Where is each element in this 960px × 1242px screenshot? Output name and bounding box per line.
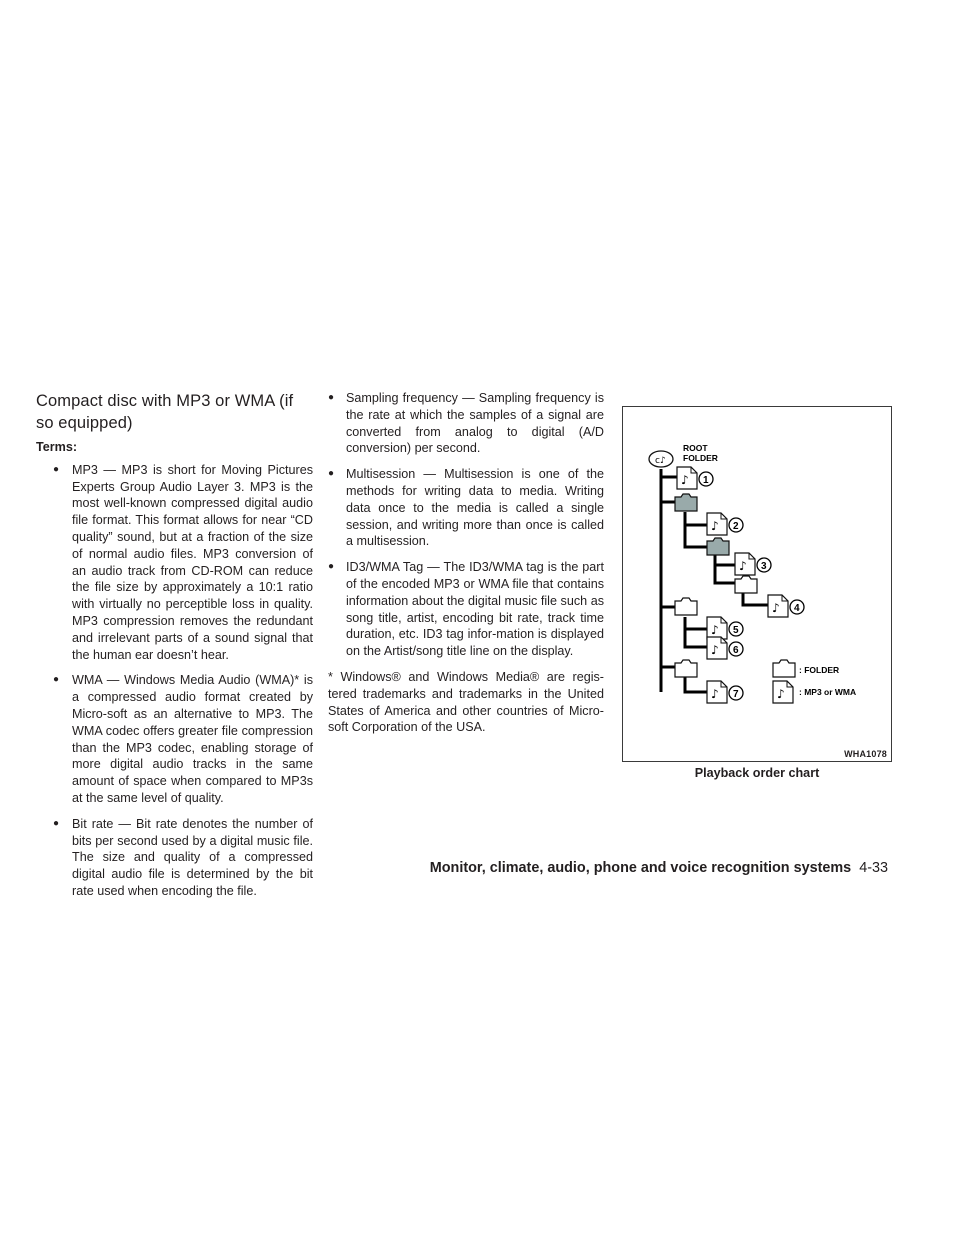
root-label-line-2: FOLDER <box>683 453 718 463</box>
chapter-title: Monitor, climate, audio, phone and voice recognition systems <box>429 860 852 876</box>
branch-line <box>685 677 707 692</box>
page-number: 4-33 <box>859 860 888 876</box>
track-number-2: 2 <box>733 521 739 532</box>
bullet-icon: ● <box>53 817 60 829</box>
section-title-line-1: Compact disc with MP3 or WMA (if <box>36 392 294 410</box>
term-id3-wma-tag: ID3/WMA Tag — The ID3/WMA tag is the part of the encoded MP3 or WMA file that contains information about the digital music file such as song title, artist, encoding bit rate, track time duration, etc. ID3 tag infor-mation is displayed on the Artist/song title line on the display. <box>346 560 604 659</box>
terms-heading: Terms: <box>36 440 78 454</box>
file-icon <box>768 595 788 617</box>
file-icon <box>735 553 755 575</box>
folder-icon <box>675 598 697 615</box>
track-number-4: 4 <box>794 603 800 614</box>
track-number-7: 7 <box>733 689 739 700</box>
list-item <box>328 466 604 550</box>
track-number-5: 5 <box>733 625 739 636</box>
bullet-icon: ● <box>328 561 335 573</box>
list-item <box>328 559 604 660</box>
list-item <box>36 672 313 806</box>
track-number-1: 1 <box>703 475 709 486</box>
bullet-icon: ● <box>328 468 335 480</box>
term-bit-rate: Bit rate — Bit rate denotes the number of bits per second used by a digital music file. The size and quality of a compressed digital audio file is determined by the bit rate used when encoding the file. <box>72 816 313 898</box>
file-icon <box>707 681 727 703</box>
term-sampling-frequency: Sampling frequency — Sampling frequency is the rate at which the samples of a signal are converted from analog to digital (A/D conversion) per second. <box>346 391 604 456</box>
cd-root-icon <box>649 451 673 467</box>
middle-column <box>328 390 604 736</box>
file-icon <box>707 637 727 659</box>
playback-order-figure <box>622 406 892 762</box>
folder-icon <box>735 576 757 593</box>
folder-tree-diagram: ♪ c♪ ROOT FOLDER 1 2 3 4 5 6 7 : FOLDER : MP3 or WMA <box>623 407 891 761</box>
legend-folder-icon <box>773 660 795 677</box>
file-icon <box>707 617 727 639</box>
branch-line <box>685 617 707 647</box>
list-item <box>36 462 313 664</box>
bullet-icon: ● <box>53 674 60 686</box>
figure-caption: Playback order chart <box>694 766 820 780</box>
folder-icon <box>707 538 729 555</box>
list-item <box>328 390 604 457</box>
track-number-6: 6 <box>733 645 739 656</box>
file-icon <box>677 467 697 489</box>
branch-line <box>715 555 735 583</box>
branch-line <box>743 593 768 605</box>
legend-file-label: : MP3 or WMA <box>799 687 857 697</box>
trademark-footnote: * Windows® and Windows Media® are regis-tered trademarks and trademarks in the United States of America and other countries of Micro-soft Corporation of the USA. <box>328 669 604 735</box>
terms-list-left <box>36 462 313 900</box>
term-multisession: Multisession — Multisession is one of the methods for writing data to media. Writing data once to the media is called a single session, and writing more than once is called a multisession. <box>346 467 604 549</box>
legend-folder-label: : FOLDER <box>799 665 840 675</box>
section-title-line-2: so equipped) <box>36 414 133 432</box>
root-label-line-1: ROOT <box>683 443 708 453</box>
track-number-3: 3 <box>761 561 767 572</box>
list-item <box>36 816 313 900</box>
term-wma: WMA — Windows Media Audio (WMA)* is a compressed audio format created by Micro-soft as an alternative to MP3. The WMA codec offers greater file compression than the MP3 codec, enabling storage of more digital audio tracks in the same amount of space when compared to MP3s at the same level of quality. <box>72 673 313 805</box>
section-title <box>36 390 313 434</box>
bullet-icon: ● <box>328 392 335 403</box>
terms-list-right <box>328 390 604 660</box>
legend-file-icon <box>773 681 793 703</box>
figure-id: WHA1078 <box>844 749 887 759</box>
page-footer <box>430 860 888 876</box>
bullet-icon: ● <box>53 463 60 475</box>
left-column <box>36 390 313 909</box>
folder-icon <box>675 660 697 677</box>
svg-text:c♪: c♪ <box>655 456 666 466</box>
term-mp3: MP3 — MP3 is short for Moving Pictures Experts Group Audio Layer 3. MP3 is the most well-known compressed digital audio file format. This format allows for near “CD quality” sound, but at a fraction of the size of normal audio files. MP3 conversion of an audio track from CD-ROM can reduce the file size by approximately a 10:1 ratio with virtually no perceptible loss in quality. MP3 compression removes the redundant and irrelevant parts of a sound signal that the human ear doesn’t hear. <box>72 462 313 662</box>
branch-line <box>685 512 708 547</box>
folder-icon <box>675 494 697 511</box>
file-icon <box>707 513 727 535</box>
